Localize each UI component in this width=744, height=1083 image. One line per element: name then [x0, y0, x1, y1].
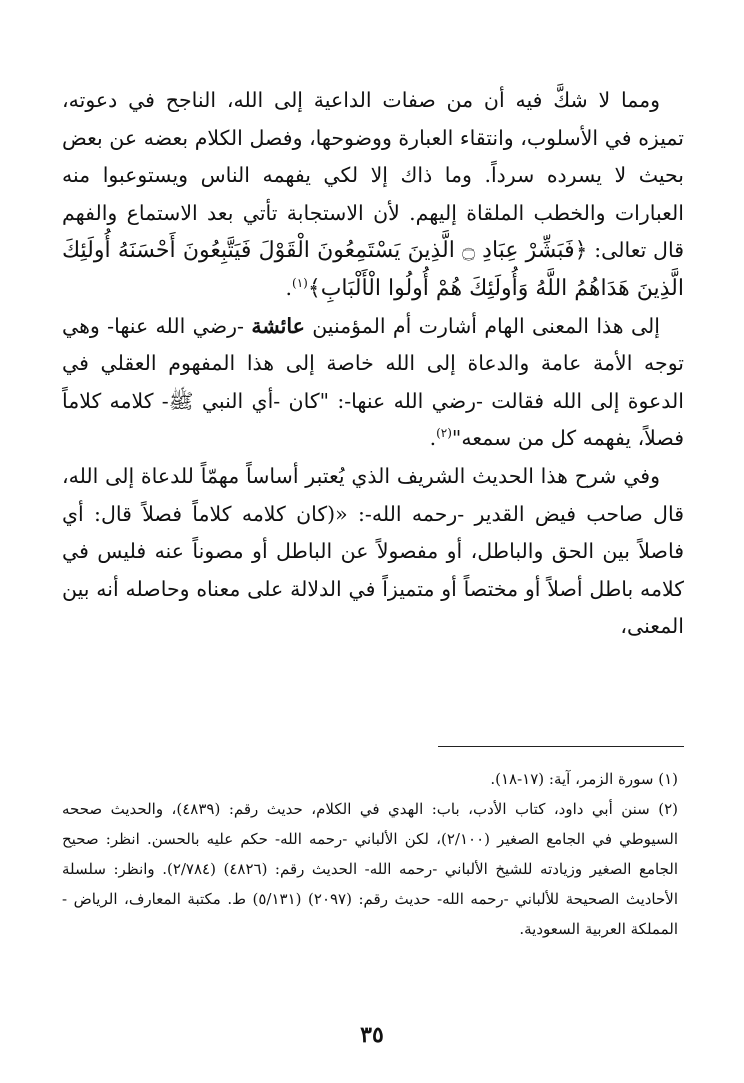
paragraph-2-part2: -رضي الله عنها- وهي توجه الأمة عامة والدعاة إلى الله خاصة إلى هذا المفهوم العقلي في الدعوة إلى الله فقالت -رضي الله عنها-: "كان -أي النبي ﷺ- كلامه كلاماً فصلاً، يفهمه كل من سمعه" [62, 313, 684, 451]
footnote-ref-2[interactable]: (٢) [436, 426, 452, 441]
paragraph-2-part1: إلى هذا المعنى الهام أشارت أم المؤمنين [312, 313, 660, 338]
paragraph-2 [62, 308, 684, 458]
paragraph-1 [62, 82, 684, 308]
paragraph-3: وفي شرح هذا الحديث الشريف الذي يُعتبر أساساً مهمّاً للدعاة إلى الله، قال صاحب فيض القدير -رحمه الله-: «(كان كلامه كلاماً فصلاً قال: أي فاصلاً بين الحق والباطل، أو مفصولاً عن الباطل أو مصوناً عنه فليس في كلامه باطل أصلاً أو مختصاً أو متميزاً في الدلالة على معناه وحاصله أنه بين المعنى، [62, 463, 684, 639]
footnote-1: (١) سورة الزمر، آية: (١٧-١٨). [490, 770, 678, 788]
name-aisha: عائشة [251, 313, 305, 338]
footnotes [62, 764, 678, 944]
quran-verse: ﴿فَبَشِّرْ عِبَادِ ۝ الَّذِينَ يَسْتَمِعُونَ الْقَوْلَ فَيَتَّبِعُونَ أَحْسَنَهُ أُولَئِكَ الَّذِينَ هَدَاهُمُ اللَّهُ وَأُولَئِكَ هُمْ أُولُوا الْأَلْبَابِ﴾ [62, 238, 684, 301]
footnote-ref-1[interactable]: (١) [292, 276, 308, 291]
page-number: ٣٥ [360, 1022, 384, 1048]
footnote-divider [438, 746, 684, 747]
footnote-2: (٢) سنن أبي داود، كتاب الأدب، باب: الهدي في الكلام، حديث رقم: (٤٨٣٩)، والحديث صححه السيوطي في الجامع الصغير (٢/١٠٠)، لكن الألباني -رحمه الله- حكم عليه بالحسن. انظر: صحيح الجامع الصغير وزيادته للشيخ الألباني -رحمه الله- الحديث رقم: (٤٨٢٦) (٢/٧٨٤). وانظر: سلسلة الأحاديث الصحيحة للألباني -رحمه الله- حديث رقم: (٢٠٩٧) (٥/١٣١) ط. مكتبة المعارف، الرياض - المملكة العربية السعودية. [62, 800, 678, 938]
paragraph-2-end: . [429, 426, 437, 451]
paragraph-1-end: . [285, 275, 292, 300]
paragraph-1-intro: ومما لا شكَّ فيه أن من صفات الداعية إلى الله، الناجح في دعوته، تميزه في الأسلوب، وانتقاء العبارة ووضوحها، وفصل الكلام بعضه عن بعض بحيث لا يسرده سرداً. وما ذاك إلا لكي يفهمه الناس ويستوعبوا منه العبارات والخطب الملقاة إليهم. لأن الاستجابة تأتي بعد الاستماع والفهم قال تعالى: [62, 88, 684, 263]
main-text [62, 82, 684, 646]
